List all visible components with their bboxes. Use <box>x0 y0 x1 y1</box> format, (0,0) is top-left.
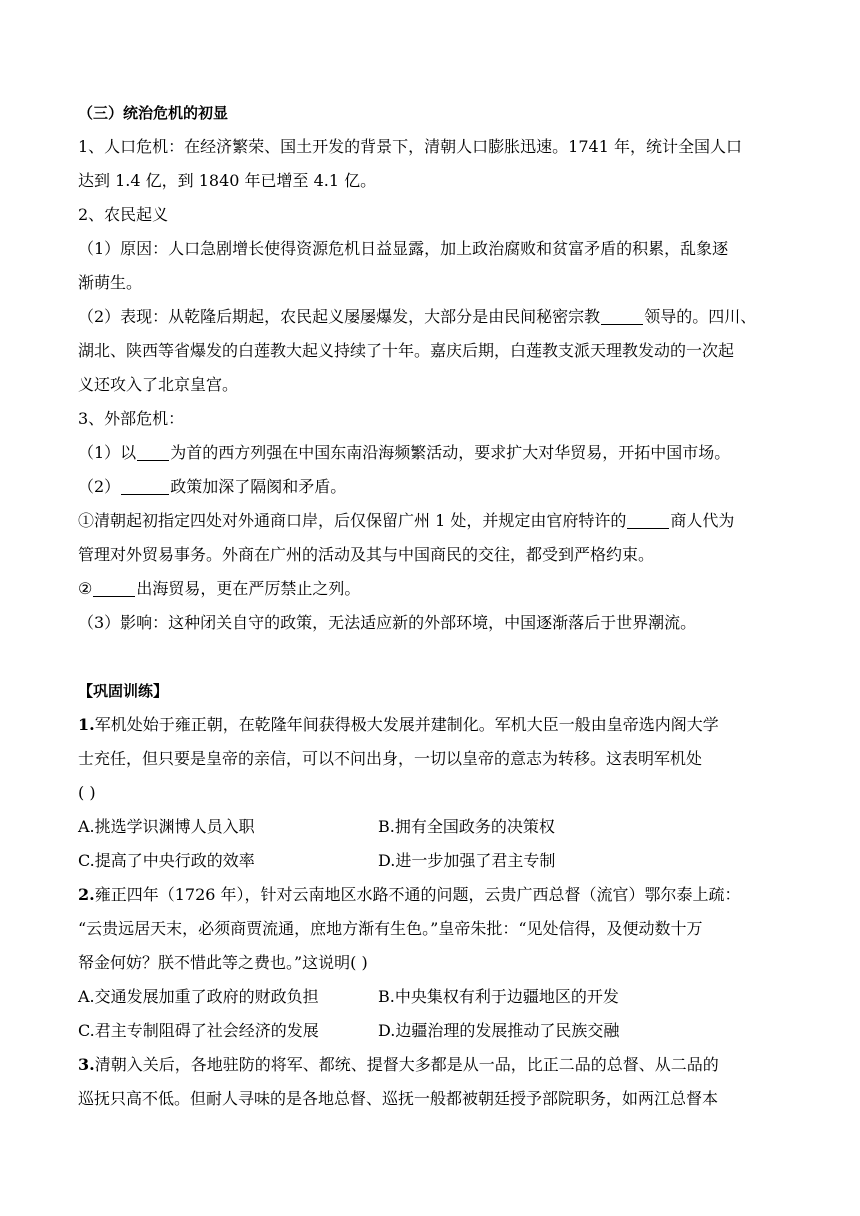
question-number: 2. <box>78 885 95 904</box>
question-2-options-row-2 <box>78 1014 790 1048</box>
text-segment: 商人代为 <box>670 511 735 530</box>
question-2 <box>78 878 790 1048</box>
question-1-options-row-1 <box>78 810 790 844</box>
text-segment: 为首的西方列强在中国东南沿海频繁活动，要求扩大对华贸易，开拓中国市场。 <box>170 443 731 462</box>
fill-in-blank[interactable] <box>93 580 135 597</box>
question-1-line-2: 士充任，但只要是皇帝的亲信，可以不问出身，一切以皇帝的意志为转移。这表明军机处 <box>78 749 703 768</box>
text-segment: 领导的。四川、 <box>644 307 757 326</box>
question-1-line-1 <box>78 708 790 742</box>
uprising-cause-line-1: （1）原因：人口急剧增长使得资源危机日益显露，加上政治腐败和贫富矛盾的积累，乱象逐 <box>78 239 729 258</box>
question-3 <box>78 1048 790 1116</box>
text-segment: 政策加深了隔阂和矛盾。 <box>170 477 347 496</box>
question-3-line-1 <box>78 1048 790 1082</box>
option-a[interactable]: A.挑选学识渊博人员入职 <box>78 817 255 836</box>
uprising-manifestation-line-3: 义还攻入了北京皇宫。 <box>78 375 239 394</box>
option-d[interactable]: D.边疆治理的发展推动了民族交融 <box>378 1021 620 1040</box>
population-crisis-line-2: 达到 1.4 亿，到 1840 年已增至 4.1 亿。 <box>78 171 377 190</box>
fill-in-blank[interactable] <box>627 512 669 529</box>
uprising-cause-line-2: 渐萌生。 <box>78 273 143 292</box>
population-crisis-line-1: 1、人口危机：在经济繁荣、国土开发的背景下，清朝人口膨胀迅速。1741 年，统计全国人口 <box>78 137 742 156</box>
fill-in-blank[interactable] <box>137 444 169 461</box>
question-3-line-2: 巡抚只高不低。但耐人寻味的是各地总督、巡抚一般都被朝廷授予部院职务，如两江总督本 <box>78 1089 719 1108</box>
option-a[interactable]: A.交通发展加重了政府的财政负担 <box>78 987 319 1006</box>
text-segment: ② <box>78 579 93 598</box>
external-crisis-title: 3、外部危机： <box>78 409 185 428</box>
trade-policy-line-1 <box>78 504 790 538</box>
question-text: 雍正四年（1726 年），针对云南地区水路不通的问题，云贵广西总督（流官）鄂尔泰上疏： <box>94 885 741 904</box>
option-b[interactable]: B.中央集权有利于边疆地区的开发 <box>378 987 619 1006</box>
question-2-line-2: “云贵远居天末，必须商贾流通，庶地方渐有生色。”皇帝朱批：“见处信得，及便动数十万 <box>78 919 703 938</box>
question-number: 1. <box>78 715 95 734</box>
question-2-options-row-1 <box>78 980 790 1014</box>
option-c[interactable]: C.提高了中央行政的效率 <box>78 851 255 870</box>
question-number: 3. <box>78 1055 95 1074</box>
practice-heading: 【巩固训练】 <box>78 682 169 700</box>
trade-ban-line <box>78 572 790 606</box>
external-crisis-item-2 <box>78 470 790 504</box>
text-segment: （2） <box>78 477 121 496</box>
question-text: 军机处始于雍正朝，在乾隆年间获得极大发展并建制化。军机大臣一般由皇帝选内阁大学 <box>94 715 719 734</box>
document-page <box>78 96 790 1116</box>
question-2-line-1 <box>78 878 790 912</box>
question-1-options-row-2 <box>78 844 790 878</box>
fill-in-blank[interactable] <box>601 308 643 325</box>
option-b[interactable]: B.拥有全国政务的决策权 <box>378 817 555 836</box>
question-text: 清朝入关后，各地驻防的将军、都统、提督大多都是从一品，比正二品的总督、从二品的 <box>94 1055 719 1074</box>
text-segment: （2）表现：从乾隆后期起，农民起义屡屡爆发，大部分是由民间秘密宗教 <box>78 307 601 326</box>
external-crisis-item-1 <box>78 436 790 470</box>
text-segment: ①清朝起初指定四处对外通商口岸，后仅保留广州 1 处，并规定由官府特许的 <box>78 511 627 530</box>
option-d[interactable]: D.进一步加强了君主专制 <box>378 851 556 870</box>
text-segment: 出海贸易，更在严厉禁止之列。 <box>136 579 361 598</box>
question-1-answer-blank: ( ) <box>78 783 96 802</box>
question-2-line-3: 帑金何妨？朕不惜此等之费也。”这说明( ) <box>78 953 368 972</box>
text-segment: （1）以 <box>78 443 137 462</box>
peasant-uprising-title: 2、农民起义 <box>78 205 169 224</box>
policy-impact-line: （3）影响：这种闭关自守的政策，无法适应新的外部环境，中国逐渐落后于世界潮流。 <box>78 613 697 632</box>
fill-in-blank[interactable] <box>121 478 169 495</box>
uprising-manifestation-line-1 <box>78 300 790 334</box>
trade-policy-line-2: 管理对外贸易事务。外商在广州的活动及其与中国商民的交往，都受到严格约束。 <box>78 545 655 564</box>
section-heading: （三）统治危机的初显 <box>78 104 229 122</box>
uprising-manifestation-line-2: 湖北、陕西等省爆发的白莲教大起义持续了十年。嘉庆后期，白莲教支派天理教发动的一次起 <box>78 341 735 360</box>
question-1 <box>78 708 790 878</box>
spacer <box>78 640 790 674</box>
option-c[interactable]: C.君主专制阻碍了社会经济的发展 <box>78 1021 319 1040</box>
